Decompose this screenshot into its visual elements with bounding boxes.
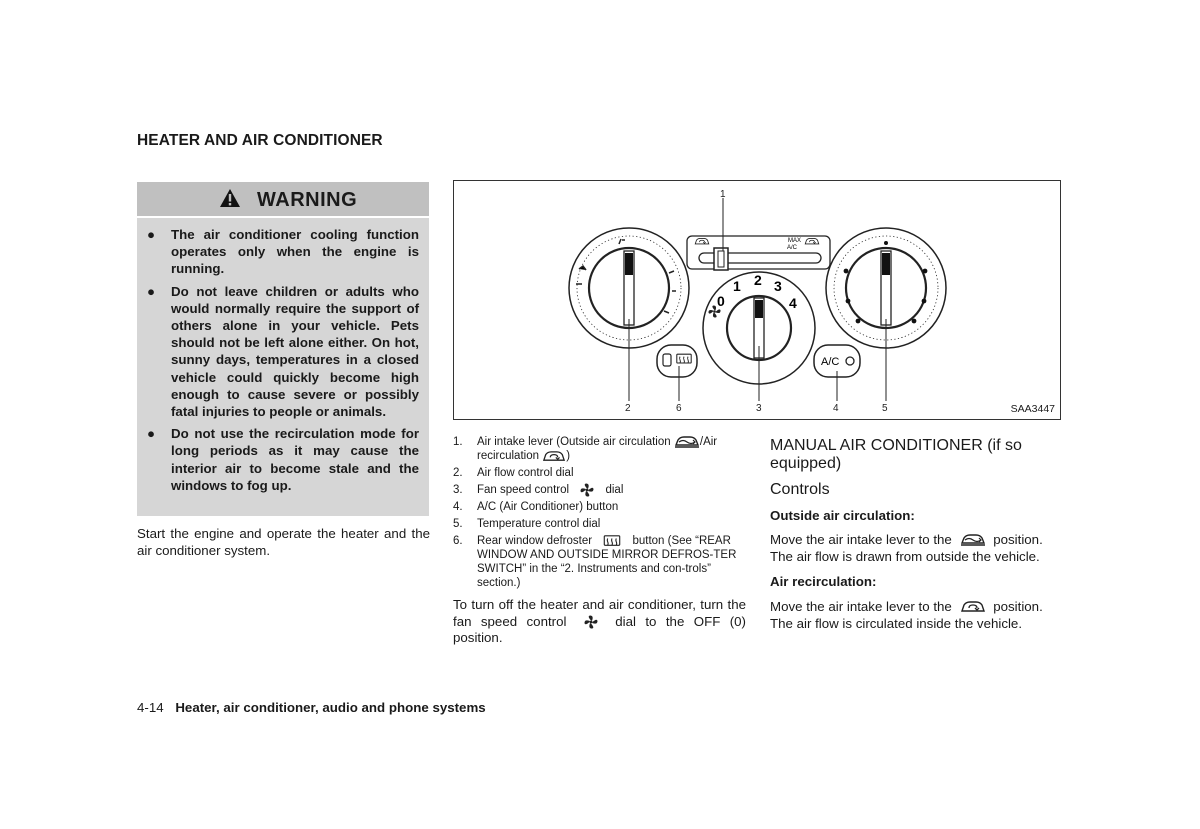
max-ac-label-2: A/C <box>787 245 798 251</box>
air-intake-slider <box>687 236 830 270</box>
warning-triangle-icon <box>219 188 241 208</box>
item-text: Air flow control dial <box>477 467 574 480</box>
outside-air-icon <box>674 435 700 449</box>
page-number: 4-14 <box>137 700 164 715</box>
turn-off-paragraph <box>453 597 746 647</box>
ac-button-label: A/C <box>821 356 840 368</box>
item-text: Rear window defroster <box>477 535 593 548</box>
control-panel-illustration <box>454 181 1059 418</box>
recirculation-heading: Air recirculation: <box>770 574 877 589</box>
recirculation-icon <box>960 600 986 614</box>
warning-text: Do not leave children or adults who would normally require the support of others alone in your vehicle. Pets should not be left alone either. On hot, sunny days, temperatures in a closed vehicle could quickly become high enough to cause severe or possibly fatal injuries to people or animals. <box>171 283 419 420</box>
fan-icon <box>584 615 598 629</box>
section-title: HEATER AND AIR CONDITIONER <box>137 132 383 149</box>
intro-paragraph: Start the engine and operate the heater and the air conditioner system. <box>137 526 430 558</box>
callout-2: 2 <box>625 403 631 414</box>
controls-heading: Controls <box>770 481 830 498</box>
item-text: /Air recirculation <box>477 436 718 463</box>
warning-header <box>137 182 429 218</box>
list-item <box>453 517 748 531</box>
callout-5: 5 <box>882 403 888 414</box>
control-panel-figure <box>453 180 1061 420</box>
list-item <box>453 466 748 480</box>
rear-defroster-button <box>657 345 697 377</box>
recirculation-icon <box>542 450 566 463</box>
item-text: button (See “REAR WINDOW AND OUTSIDE MIRROR DEFROS-TER SWITCH” in the “2. Instruments and con-trols” section.) <box>477 535 737 590</box>
fan-speed-4: 4 <box>789 295 797 311</box>
parts-list <box>453 435 748 593</box>
manual-ac-heading: MANUAL AIR CONDITIONER (if so equipped) <box>770 437 1022 472</box>
callout-3: 3 <box>756 403 762 414</box>
rear-defroster-icon <box>603 535 621 547</box>
item-number: 3. <box>453 484 463 497</box>
outside-air-heading: Outside air circulation: <box>770 508 915 523</box>
fan-speed-2: 2 <box>754 272 762 288</box>
item-text: dial <box>605 484 624 497</box>
warning-item <box>147 283 419 421</box>
recirc-text: position. The air flow is circulated inside the vehicle. <box>770 599 1043 631</box>
item-number: 2. <box>453 467 463 480</box>
figure-code: SAA3447 <box>1010 403 1055 415</box>
page-footer <box>137 700 486 715</box>
bullet: ● <box>147 227 156 242</box>
item-number: 6. <box>453 535 463 548</box>
item-number: 1. <box>453 436 463 448</box>
recirculation-paragraph <box>770 599 1063 632</box>
fan-icon <box>580 483 594 497</box>
outside-text: position. The air flow is drawn from outside the vehicle. <box>770 532 1043 564</box>
max-ac-label-1: MAX <box>788 238 802 244</box>
warning-item <box>147 425 419 494</box>
warning-label: WARNING <box>257 189 358 211</box>
list-item <box>453 483 748 497</box>
callout-6: 6 <box>676 403 682 414</box>
callout-1: 1 <box>720 189 726 200</box>
turnoff-text: To turn off the heater and air conditioner, turn the fan speed control <box>453 597 746 629</box>
item-text: Temperature control dial <box>477 518 601 531</box>
bullet: ● <box>147 426 156 442</box>
item-text: Fan speed control <box>477 484 570 497</box>
item-number: 5. <box>453 518 463 531</box>
item-text: Air intake lever (Outside air circulation <box>477 436 671 449</box>
recirc-text: Move the air intake lever to the <box>770 599 952 614</box>
warning-text: The air conditioner cooling function operates only when the engine is running. <box>171 227 419 277</box>
outside-text: Move the air intake lever to the <box>770 532 952 547</box>
fan-speed-0: 0 <box>717 293 725 309</box>
item-number: 4. <box>453 501 463 514</box>
list-item <box>453 500 748 514</box>
warning-item <box>147 226 419 278</box>
list-item <box>453 534 748 590</box>
turnoff-text: dial to the OFF (0) position. <box>453 613 746 645</box>
warning-text: Do not use the recirculation mode for long periods as it may cause the interior air to become stale and the windows to fog up. <box>171 426 419 493</box>
outside-air-paragraph <box>770 532 1063 565</box>
list-item <box>453 435 748 463</box>
outside-air-icon <box>960 533 986 547</box>
item-text: ) <box>566 450 571 463</box>
item-text: A/C (Air Conditioner) button <box>477 501 619 514</box>
warning-list <box>147 226 419 499</box>
fan-speed-3: 3 <box>774 278 782 294</box>
bullet: ● <box>147 283 156 299</box>
footer-title: Heater, air conditioner, audio and phone systems <box>175 700 486 715</box>
callout-4: 4 <box>833 403 839 414</box>
fan-speed-1: 1 <box>733 278 741 294</box>
